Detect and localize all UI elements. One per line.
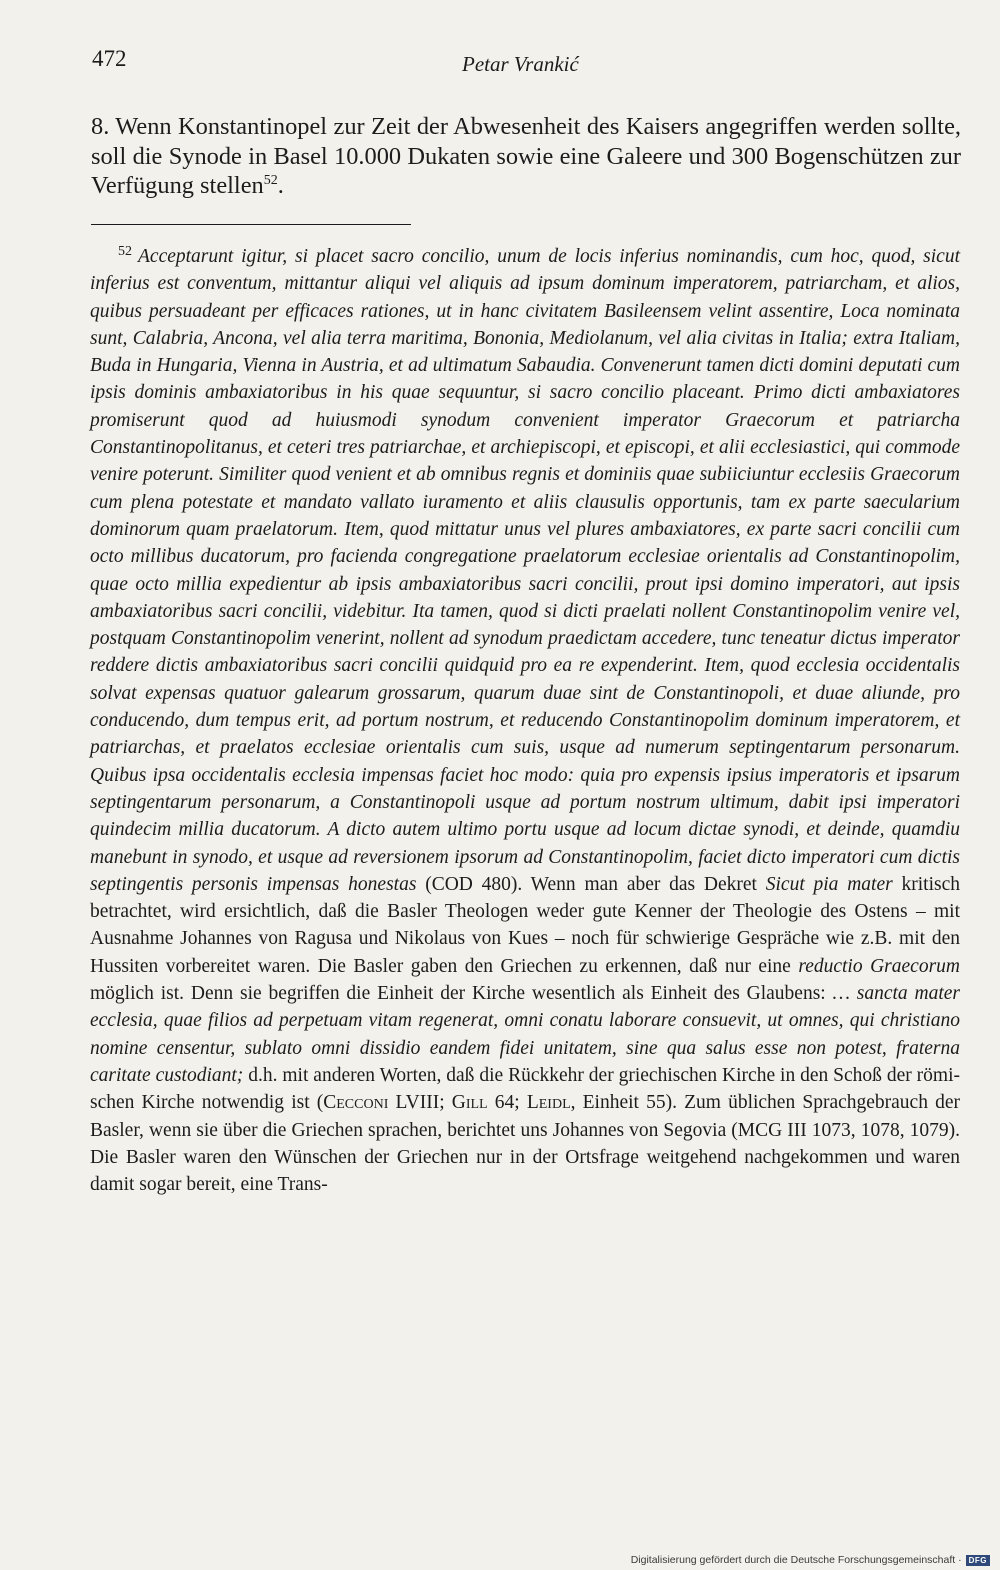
ref-gill: Gill: [451, 1092, 488, 1114]
ref-cecconi-num: LVIII;: [388, 1092, 452, 1114]
ref-gill-num: 64;: [487, 1092, 527, 1114]
ref-leidl: Leidl: [526, 1092, 571, 1114]
latin-quote: Acceptarunt igitur, si placet sacro concilio, unum de locis inferius nominandis, cum hoc, quod, sicut inferius est conventum, mittantur aliqui vel aliquis ad ipsum dominum imperatorem, patriarcham, et alios, quibus persuadeant per efficaces rationes, ut in hanc civitatem Basileensem velint assentire, Loca nominata sunt, Calabria, Ancona, vel alia terra maritima, Bononia, Mediolanum, vel alia civitas in Italia; extra Italiam, Buda in Hungaria, Vienna in Austria, et ad ultimatum Sabaudia. Convenerunt tamen dicti domini deputati cum ipsis dominis ambaxiatoribus in his quae sequuntur, si sacro concilio placeant. Primo dicti ambaxiatores promiserunt quod ad huiusmodi synodum convenient imperator Graecorum et patriarcha Constantinopolitanus, et ceteri tres patriarchae, et archiepiscopi, et episcopi, et alii ecclesiastici, qui commode venire poterunt. Similiter quod venient et ab omnibus regnis et dominiis quae subiiciuntur ecclesiis Graecorum cum plena potestate et mandato vallato iuramento et aliis clausulis opportunis, tam ex parte saecularium dominorum quam praelatorum. Item, quod mittatur unus vel plures ambaxiatores, ex parte sacri concilii cum octo millibus ducatorum, pro facienda congregatione praelatorum ecclesiae orientalis ad Constantinopolim, quae octo millia expedientur ab ipsis ambaxiatoribus sacri concilii, prout ipsi domino imperatori, aut ipsis ambaxiatoribus sacri concilii, videbitur. Ita tamen, quod si dicti praelati nollent Constantinopolim venire vel, postquam Constantinopolim venerint, nollent ad synodum praedictam accedere, tunc teneatur dictus imperator reddere dictis ambaxiatoribus sacri concilii quidquid pro ea re expenderint. Item, quod ecclesia occidentalis solvat expensas quatuor galearum grossarum, quarum duae sint de Constantinopoli, et duae aliunde, pro conducendo, dum tempus erit, ad portum nostrum, et reducendo Constantinopolim dominum imperatorem, et patriarchas, et praelatos ecclesiae orientalis cum suis, usque ad numerum septingentarum personarum. Quibus ipsa occidentalis ecclesia impensas faciet hoc modo: quia pro expensis ipsius imperatoris et ipsarum septingentarum personarum, a Constantinopoli usque ad portum nostrum ultimum, dabit ipsi imperatori quindecim millia ducatorum. A dicto autem ultimo portu usque ad locum dictae synodi, et deinde, quamdiu manebunt in synodo, et usque ad reversionem ipsorum ad Constantinopolim, faciet dicto imperatori cum dictis septingentis personis impensas honestas: [90, 246, 960, 895]
main-paragraph-text: 8. Wenn Konstantinopel zur Zeit der Abwesenheit des Kaisers angegriffen werden sollte, soll die Synode in Basel 10.000 Dukaten sowie eine Galeere und 300 Bogenschützen zur Verfügung stellen: [91, 113, 961, 199]
footnote-text-3: möglich ist. Denn sie begriffen die Einheit der Kirche wesentlich als Einheit des Glaubens:: [90, 983, 833, 1005]
footnote-text-5: , Einheit 55). Zum üblichen Sprachgebrauch der Basler, wenn sie über die Griechen sprachen, berichtet uns Johannes von Segovia (MCG III 1073, 1078, 1079). Die Basler waren den Wünschen der Griechen nur in der Ortsfrage weitgehend nachgekommen und waren damit sogar bereit, eine Trans-: [90, 1092, 960, 1196]
footnote-divider: [91, 224, 411, 225]
reductio-phrase: reductio Graecorum: [798, 955, 960, 977]
footnote-text-1: (COD 480). Wenn man aber das Dekret: [416, 873, 766, 895]
footnote-number: 52: [118, 243, 132, 259]
footer-credit: Digitalisierung gefördert durch die Deutsche Forschungsgemeinschaft ·: [630, 1554, 962, 1566]
footnote-52: [90, 243, 960, 1198]
dfg-logo-icon: DFG: [966, 1555, 990, 1566]
page-number: 472: [92, 46, 127, 71]
ref-cecconi: Cecconi: [323, 1092, 389, 1114]
decree-title: Sicut pia mater: [765, 873, 893, 895]
running-head: Petar Vrankić: [462, 52, 579, 76]
main-paragraph-end: .: [277, 172, 284, 199]
latin-quote-2: … sancta mater ecclesia, quae filios ad perpetuam vitam regenerat, omni conatu laborare consuevit, ut omnes, qui christiano nomine censentur, sublato omni dissidio eandem fidei unitatem, sine qua salus esse non potest, fraterna caritate custodiant;: [90, 983, 960, 1086]
digitization-footer: [631, 1554, 990, 1566]
footnote-text-4: d.h. mit anderen Worten, daß die Rückkehr der griechischen Kirche in den Schoß der römischen Kirche notwendig ist (: [90, 1064, 960, 1114]
main-paragraph: [91, 112, 961, 201]
footnote-text-2: kritisch betrachtet, wird ersichtlich, daß die Basler Theologen weder gute Kenner der Theologie des Ostens – mit Ausnahme Johannes von Ragusa und Nikolaus von Kues – noch für schwierige Gespräche wie z.B. mit den Hussiten vorbereitet waren. Die Basler gaben den Griechen zu erkennen, daß nur eine: [90, 873, 960, 977]
footnote-reference[interactable]: 52: [263, 172, 278, 188]
